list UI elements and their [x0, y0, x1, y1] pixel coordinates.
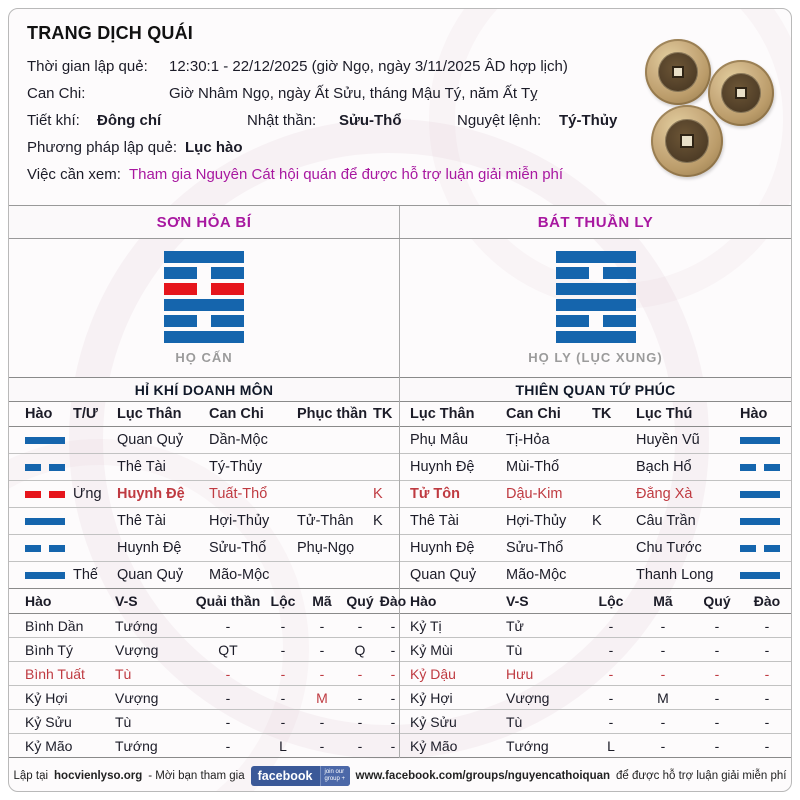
coin-square-hole	[680, 134, 693, 147]
table-cell-val: -	[660, 617, 666, 634]
table-cell-vs: Vượng	[115, 689, 159, 706]
hexagram-name-right-cell	[400, 206, 791, 238]
hexagram-line-cell	[25, 572, 73, 579]
facebook-badge[interactable]	[251, 766, 350, 786]
column-header: Lộc	[270, 593, 296, 609]
coin-inner-ring	[658, 52, 699, 93]
hexagram-right-panel	[400, 239, 791, 377]
table-cell-hao: Bình Dần	[25, 617, 84, 634]
hexagram-line-segment	[164, 299, 244, 311]
hexagram-line-segment	[25, 572, 65, 579]
hexagram-line-segment	[164, 251, 244, 263]
table-cell-hao: Kỷ Mão	[410, 737, 458, 754]
table-cell-val: -	[225, 617, 231, 634]
hexagram-line	[164, 251, 244, 263]
hexagram-line-segment	[211, 267, 244, 279]
hexagram-line-segment	[556, 283, 636, 295]
coin-icon	[645, 39, 711, 105]
time-label: Thời gian lập quẻ:	[27, 58, 148, 75]
hexagram-line-segment	[164, 267, 197, 279]
table-row	[400, 562, 791, 589]
table-cell-val: -	[390, 713, 396, 730]
table-cell-luc_than: Quan Quỷ	[117, 567, 184, 583]
column-header: Quý	[346, 593, 374, 609]
column-header: Hào	[25, 593, 52, 609]
hexagram-line	[740, 437, 780, 444]
hexagram-line-cell	[740, 545, 792, 552]
column-header: Quải thần	[195, 593, 261, 609]
table-row	[400, 734, 791, 758]
table-cell-luc_thu: Câu Trần	[636, 513, 696, 529]
hexagram-line-segment	[25, 518, 65, 525]
hexagram-line	[164, 331, 244, 343]
table-row	[9, 535, 399, 562]
main-table-left-title: HỈ KHÍ DOANH MÔN	[9, 377, 399, 402]
table-cell-hao: Kỷ Mùi	[410, 641, 453, 658]
table-cell-val: -	[280, 665, 286, 682]
table-cell-luc_thu: Huyền Vũ	[636, 432, 700, 448]
hexagram-line-cell	[740, 437, 792, 444]
hexagram-line	[556, 283, 636, 295]
table-cell-val: -	[608, 689, 614, 706]
table-cell-val: -	[357, 713, 363, 730]
hexagram-line-segment	[25, 545, 41, 552]
table-cell-val: -	[714, 665, 720, 682]
table-cell-phuc_than: Phụ-Ngọ	[297, 540, 355, 556]
table-cell-val: L	[607, 737, 615, 754]
table-cell-hao: Kỷ Sửu	[410, 713, 457, 730]
hexagram-line	[25, 545, 65, 552]
facebook-url[interactable]: www.facebook.com/groups/nguyencathoiquan	[355, 769, 611, 782]
hexagram-line	[25, 572, 65, 579]
table-row	[400, 508, 791, 535]
table-cell-hao: Bình Tuất	[25, 665, 85, 682]
table-cell-tk: K	[592, 513, 602, 529]
table-cell-tk: K	[373, 513, 383, 529]
hexagram-line-segment	[25, 464, 41, 471]
hexagram-line-cell	[25, 545, 73, 552]
table-row	[400, 614, 791, 638]
hexagram-line-segment	[603, 315, 636, 327]
table-cell-val: -	[390, 689, 396, 706]
table-cell-phuc_than: Tử-Thân	[297, 513, 354, 529]
hexagram-line	[740, 518, 780, 525]
header-section	[9, 9, 791, 205]
nhatthan-label: Nhật thần:	[247, 112, 317, 129]
hexagram-line-segment	[556, 315, 589, 327]
hexagram-line-segment	[740, 491, 780, 498]
table-row	[400, 710, 791, 734]
info-row-question	[27, 165, 773, 184]
table-cell-val: -	[608, 617, 614, 634]
table-cell-tu: Thế	[73, 567, 98, 583]
hexagram-line	[740, 545, 780, 552]
table-cell-val: -	[280, 641, 286, 658]
column-header: Phục thần	[297, 406, 368, 422]
table-cell-val: -	[764, 689, 770, 706]
table-cell-val: -	[764, 737, 770, 754]
hexagram-line	[556, 299, 636, 311]
table-cell-val: -	[608, 641, 614, 658]
table-cell-tk: K	[373, 486, 383, 502]
main-table-left-header	[9, 402, 399, 427]
hexagram-line	[164, 283, 244, 295]
column-header: Đào	[753, 593, 781, 609]
hexagram-line-segment	[25, 491, 41, 498]
table-cell-luc_thu: Thanh Long	[636, 567, 714, 583]
table-cell-luc_thu: Chu Tước	[636, 540, 702, 556]
table-cell-val: -	[390, 737, 396, 754]
table-cell-val: -	[319, 641, 325, 658]
hexagram-name-left: SƠN HỎA BÍ	[156, 213, 252, 231]
bottom-table-left	[9, 589, 407, 758]
time-value: 12:30:1 - 22/12/2025 (giờ Ngọ, ngày 3/11/2025 ÂD hợp lịch)	[169, 58, 568, 75]
hexagram-line-segment	[49, 491, 65, 498]
table-cell-hao: Kỷ Tị	[410, 617, 442, 634]
table-cell-val: -	[714, 641, 720, 658]
table-cell-vs: Vượng	[115, 641, 159, 658]
question-value: Tham gia Nguyên Cát hội quán để được hỗ trợ luận giải miễn phí	[128, 166, 564, 183]
canchi-label: Can Chi:	[27, 85, 86, 102]
table-cell-val: -	[764, 665, 770, 682]
table-cell-val: -	[225, 737, 231, 754]
table-cell-can_chi: Mão-Mộc	[506, 567, 567, 583]
footer	[9, 758, 791, 792]
bottom-tables	[9, 589, 791, 758]
table-cell-luc_than: Huynh Đệ	[410, 459, 475, 475]
page-frame	[8, 8, 792, 792]
table-cell-val: -	[280, 689, 286, 706]
column-header: Lục Thân	[117, 406, 182, 422]
hexagram-left-panel	[9, 239, 400, 377]
table-cell-can_chi: Mão-Mộc	[209, 567, 270, 583]
table-row	[9, 481, 399, 508]
column-header: Đào	[379, 593, 407, 609]
main-table-right-body	[400, 427, 791, 589]
hexagram-line-segment	[49, 545, 65, 552]
hexagram-line	[740, 464, 780, 471]
table-cell-vs: Tù	[506, 713, 523, 730]
table-cell-val: -	[660, 665, 666, 682]
hexagram-line-segment	[740, 464, 756, 471]
hexagram-line-segment	[740, 437, 780, 444]
hexagram-line-segment	[556, 331, 636, 343]
table-cell-val: -	[608, 665, 614, 682]
coin-square-hole	[672, 66, 684, 78]
table-row	[400, 638, 791, 662]
main-table-left	[9, 377, 400, 589]
hexagram-line	[25, 464, 65, 471]
table-cell-vs: Hưu	[506, 665, 534, 682]
table-row	[400, 454, 791, 481]
hexagram-line	[556, 267, 636, 279]
table-cell-luc_than: Huynh Đệ	[117, 540, 182, 556]
hexagram-left	[164, 251, 244, 343]
table-cell-vs: Tù	[115, 665, 132, 682]
main-table-left-body	[9, 427, 399, 589]
table-cell-vs: Tử	[506, 617, 524, 634]
table-cell-val: -	[357, 689, 363, 706]
table-row	[9, 562, 399, 589]
bottom-table-right-body	[400, 614, 791, 758]
hexagram-line-segment	[764, 464, 780, 471]
table-cell-vs: Vượng	[506, 689, 550, 706]
hexagram-line-cell	[740, 491, 792, 498]
hexagram-line-cell	[25, 491, 73, 498]
coin-square-hole	[735, 87, 747, 99]
table-cell-val: -	[660, 713, 666, 730]
facebook-badge-label: facebook	[257, 768, 313, 783]
table-row	[400, 427, 791, 454]
column-header: Lục Thú	[636, 406, 693, 422]
table-cell-val: M	[657, 689, 669, 706]
table-cell-val: -	[660, 641, 666, 658]
column-header: TK	[373, 406, 393, 422]
table-cell-val: -	[225, 689, 231, 706]
hexagram-line-segment	[556, 299, 636, 311]
table-cell-vs: Tướng	[115, 737, 158, 754]
column-header: Hào	[25, 406, 53, 422]
main-table-right-title: THIÊN QUAN TỨ PHÚC	[400, 377, 791, 402]
table-cell-val: -	[225, 713, 231, 730]
table-cell-val: Q	[354, 641, 366, 658]
table-row	[9, 710, 399, 734]
column-header: TK	[592, 406, 612, 422]
hexagram-area	[9, 239, 791, 377]
table-row	[400, 662, 791, 686]
footer-pre2: - Mời bạn tham gia	[148, 769, 245, 782]
table-cell-luc_than: Quan Quỷ	[117, 432, 184, 448]
table-cell-val: -	[764, 641, 770, 658]
hexagram-line	[740, 572, 780, 579]
table-cell-luc_than: Huynh Đệ	[410, 540, 475, 556]
footer-pre1: Lập tại	[13, 769, 49, 782]
column-header: Hào	[410, 593, 437, 609]
table-cell-val: -	[714, 713, 720, 730]
tietkhi-label: Tiết khí:	[27, 112, 80, 129]
table-cell-luc_than: Quan Quỷ	[410, 567, 477, 583]
column-header: Mã	[653, 593, 673, 609]
hexagram-line	[164, 267, 244, 279]
column-header: V-S	[115, 593, 138, 609]
hexagram-line-cell	[740, 572, 792, 579]
table-cell-can_chi: Tuất-Thổ	[209, 486, 268, 502]
hexagram-line-segment	[25, 437, 65, 444]
hexagram-line	[556, 315, 636, 327]
table-cell-val: M	[316, 689, 328, 706]
table-row	[9, 427, 399, 454]
column-header: Can Chi	[506, 406, 561, 422]
coin-inner-ring	[721, 73, 762, 114]
table-cell-val: -	[764, 713, 770, 730]
table-cell-vs: Tù	[506, 641, 523, 658]
table-row	[400, 535, 791, 562]
table-cell-luc_than: Phụ Mẫu	[410, 432, 469, 448]
table-cell-luc_than: Thê Tài	[117, 513, 166, 529]
table-cell-val: -	[714, 689, 720, 706]
hexagram-family-right: HỌ LY (LỤC XUNG)	[528, 350, 663, 365]
hexagram-line	[556, 331, 636, 343]
table-cell-val: -	[280, 617, 286, 634]
coin-icon	[651, 105, 723, 177]
bottom-table-right-header	[400, 589, 791, 614]
table-cell-can_chi: Tị-Hỏa	[506, 432, 550, 448]
table-cell-val: -	[357, 737, 363, 754]
column-header: Mã	[312, 593, 332, 609]
table-cell-can_chi: Sửu-Thổ	[506, 540, 564, 556]
table-cell-val: -	[319, 737, 325, 754]
bottom-table-right	[400, 589, 791, 758]
table-cell-can_chi: Sửu-Thổ	[209, 540, 267, 556]
table-cell-val: -	[714, 737, 720, 754]
table-cell-val: -	[357, 617, 363, 634]
column-header: Lục Thân	[410, 406, 475, 422]
hexagram-line	[740, 491, 780, 498]
hexagram-name-band	[9, 205, 791, 239]
table-cell-vs: Tướng	[506, 737, 549, 754]
bottom-table-left-header	[9, 589, 407, 614]
table-cell-luc_than: Thê Tài	[410, 513, 459, 529]
method-label: Phương pháp lập quẻ:	[27, 139, 177, 156]
table-cell-hao: Bình Tý	[25, 641, 73, 658]
nhatthan-value: Sửu-Thổ	[339, 112, 402, 129]
column-header: Can Chi	[209, 406, 264, 422]
table-cell-luc_than: Thê Tài	[117, 459, 166, 475]
hexagram-line	[556, 251, 636, 263]
main-table-right	[400, 377, 791, 589]
table-cell-val: -	[714, 617, 720, 634]
hexagram-line	[25, 437, 65, 444]
table-cell-can_chi: Dậu-Kim	[506, 486, 563, 502]
table-cell-can_chi: Tý-Thủy	[209, 459, 263, 475]
bottom-table-left-body	[9, 614, 399, 758]
hexagram-line	[25, 518, 65, 525]
coin-icon	[708, 60, 774, 126]
hexagram-line-segment	[164, 283, 197, 295]
table-cell-val: -	[319, 617, 325, 634]
table-cell-hao: Kỷ Hợi	[25, 689, 68, 706]
table-cell-tu: Ứng	[73, 486, 102, 502]
table-cell-can_chi: Hợi-Thủy	[209, 513, 270, 529]
canchi-value: Giờ Nhâm Ngọ, ngày Ất Sửu, tháng Mậu Tý, năm Ất Tỵ	[169, 85, 538, 102]
table-cell-val: -	[764, 617, 770, 634]
table-cell-val: -	[390, 665, 396, 682]
hexagram-line-segment	[49, 464, 65, 471]
table-cell-val: -	[319, 665, 325, 682]
table-row	[9, 508, 399, 535]
table-cell-vs: Tù	[115, 713, 132, 730]
column-header: Quý	[703, 593, 731, 609]
footer-site: hocvienlyso.org	[54, 769, 143, 782]
main-tables	[9, 377, 791, 589]
hexagram-line	[164, 299, 244, 311]
hexagram-line-cell	[740, 464, 792, 471]
table-cell-val: -	[357, 665, 363, 682]
main-table-right-header	[400, 402, 791, 427]
hexagram-line-segment	[603, 267, 636, 279]
table-row	[9, 734, 399, 758]
hexagram-line-segment	[164, 331, 244, 343]
table-cell-luc_than: Tử Tôn	[410, 486, 460, 502]
column-header: T/Ư	[73, 406, 98, 422]
hexagram-line-segment	[211, 315, 244, 327]
hexagram-line-segment	[556, 251, 636, 263]
method-value: Lục hào	[185, 139, 243, 156]
question-label: Việc cần xem:	[27, 166, 121, 183]
table-cell-hao: Kỷ Dậu	[410, 665, 456, 682]
hexagram-line-cell	[25, 518, 73, 525]
hexagram-line-segment	[740, 572, 780, 579]
coin-inner-ring	[665, 119, 710, 164]
table-cell-luc_than: Huynh Đệ	[117, 486, 185, 502]
table-cell-val: -	[608, 713, 614, 730]
hexagram-line	[164, 315, 244, 327]
table-cell-val: -	[390, 641, 396, 658]
table-cell-val: -	[280, 713, 286, 730]
column-header: V-S	[506, 593, 529, 609]
table-row	[400, 686, 791, 710]
hexagram-line-cell	[25, 437, 73, 444]
hexagram-line-segment	[764, 545, 780, 552]
nguyetlenh-value: Tý-Thủy	[559, 112, 618, 129]
table-cell-hao: Kỷ Hợi	[410, 689, 453, 706]
table-cell-val: L	[279, 737, 287, 754]
hexagram-line-segment	[556, 267, 589, 279]
table-cell-val: -	[390, 617, 396, 634]
table-cell-can_chi: Mùi-Thổ	[506, 459, 560, 475]
table-cell-hao: Kỷ Sửu	[25, 713, 72, 730]
hexagram-name-right: BÁT THUẦN LY	[537, 213, 654, 231]
table-cell-luc_thu: Bạch Hổ	[636, 459, 692, 475]
table-row	[9, 662, 399, 686]
table-row	[9, 614, 399, 638]
hexagram-line	[25, 491, 65, 498]
hexagram-line-segment	[164, 315, 197, 327]
table-cell-vs: Tướng	[115, 617, 158, 634]
hexagram-line-segment	[211, 283, 244, 295]
hexagram-line-cell	[25, 464, 73, 471]
table-cell-hao: Kỷ Mão	[25, 737, 73, 754]
table-row	[9, 686, 399, 710]
page-title: TRANG DỊCH QUÁI	[27, 23, 193, 43]
hexagram-name-left-cell	[9, 206, 400, 238]
hexagram-line-segment	[740, 545, 756, 552]
table-row	[9, 454, 399, 481]
table-cell-luc_thu: Đằng Xà	[636, 486, 693, 502]
hexagram-line-cell	[740, 518, 792, 525]
column-header: Lộc	[598, 593, 624, 609]
facebook-join-group-icon: join our group +	[320, 766, 350, 786]
table-cell-val: -	[319, 713, 325, 730]
hexagram-right	[556, 251, 636, 343]
tietkhi-value: Đông chí	[97, 112, 162, 129]
table-cell-can_chi: Dần-Mộc	[209, 432, 268, 448]
footer-post: để được hỗ trợ luận giải miễn phí	[616, 769, 787, 782]
hexagram-line-segment	[740, 518, 780, 525]
table-cell-val: -	[660, 737, 666, 754]
table-row	[400, 481, 791, 508]
table-row	[9, 638, 399, 662]
nguyetlenh-label: Nguyệt lệnh:	[457, 112, 542, 129]
hexagram-family-left: HỌ CẤN	[175, 350, 233, 365]
column-header: Hào	[740, 406, 768, 422]
table-cell-can_chi: Hợi-Thủy	[506, 513, 567, 529]
table-cell-val: -	[225, 665, 231, 682]
table-cell-val: QT	[218, 641, 238, 658]
